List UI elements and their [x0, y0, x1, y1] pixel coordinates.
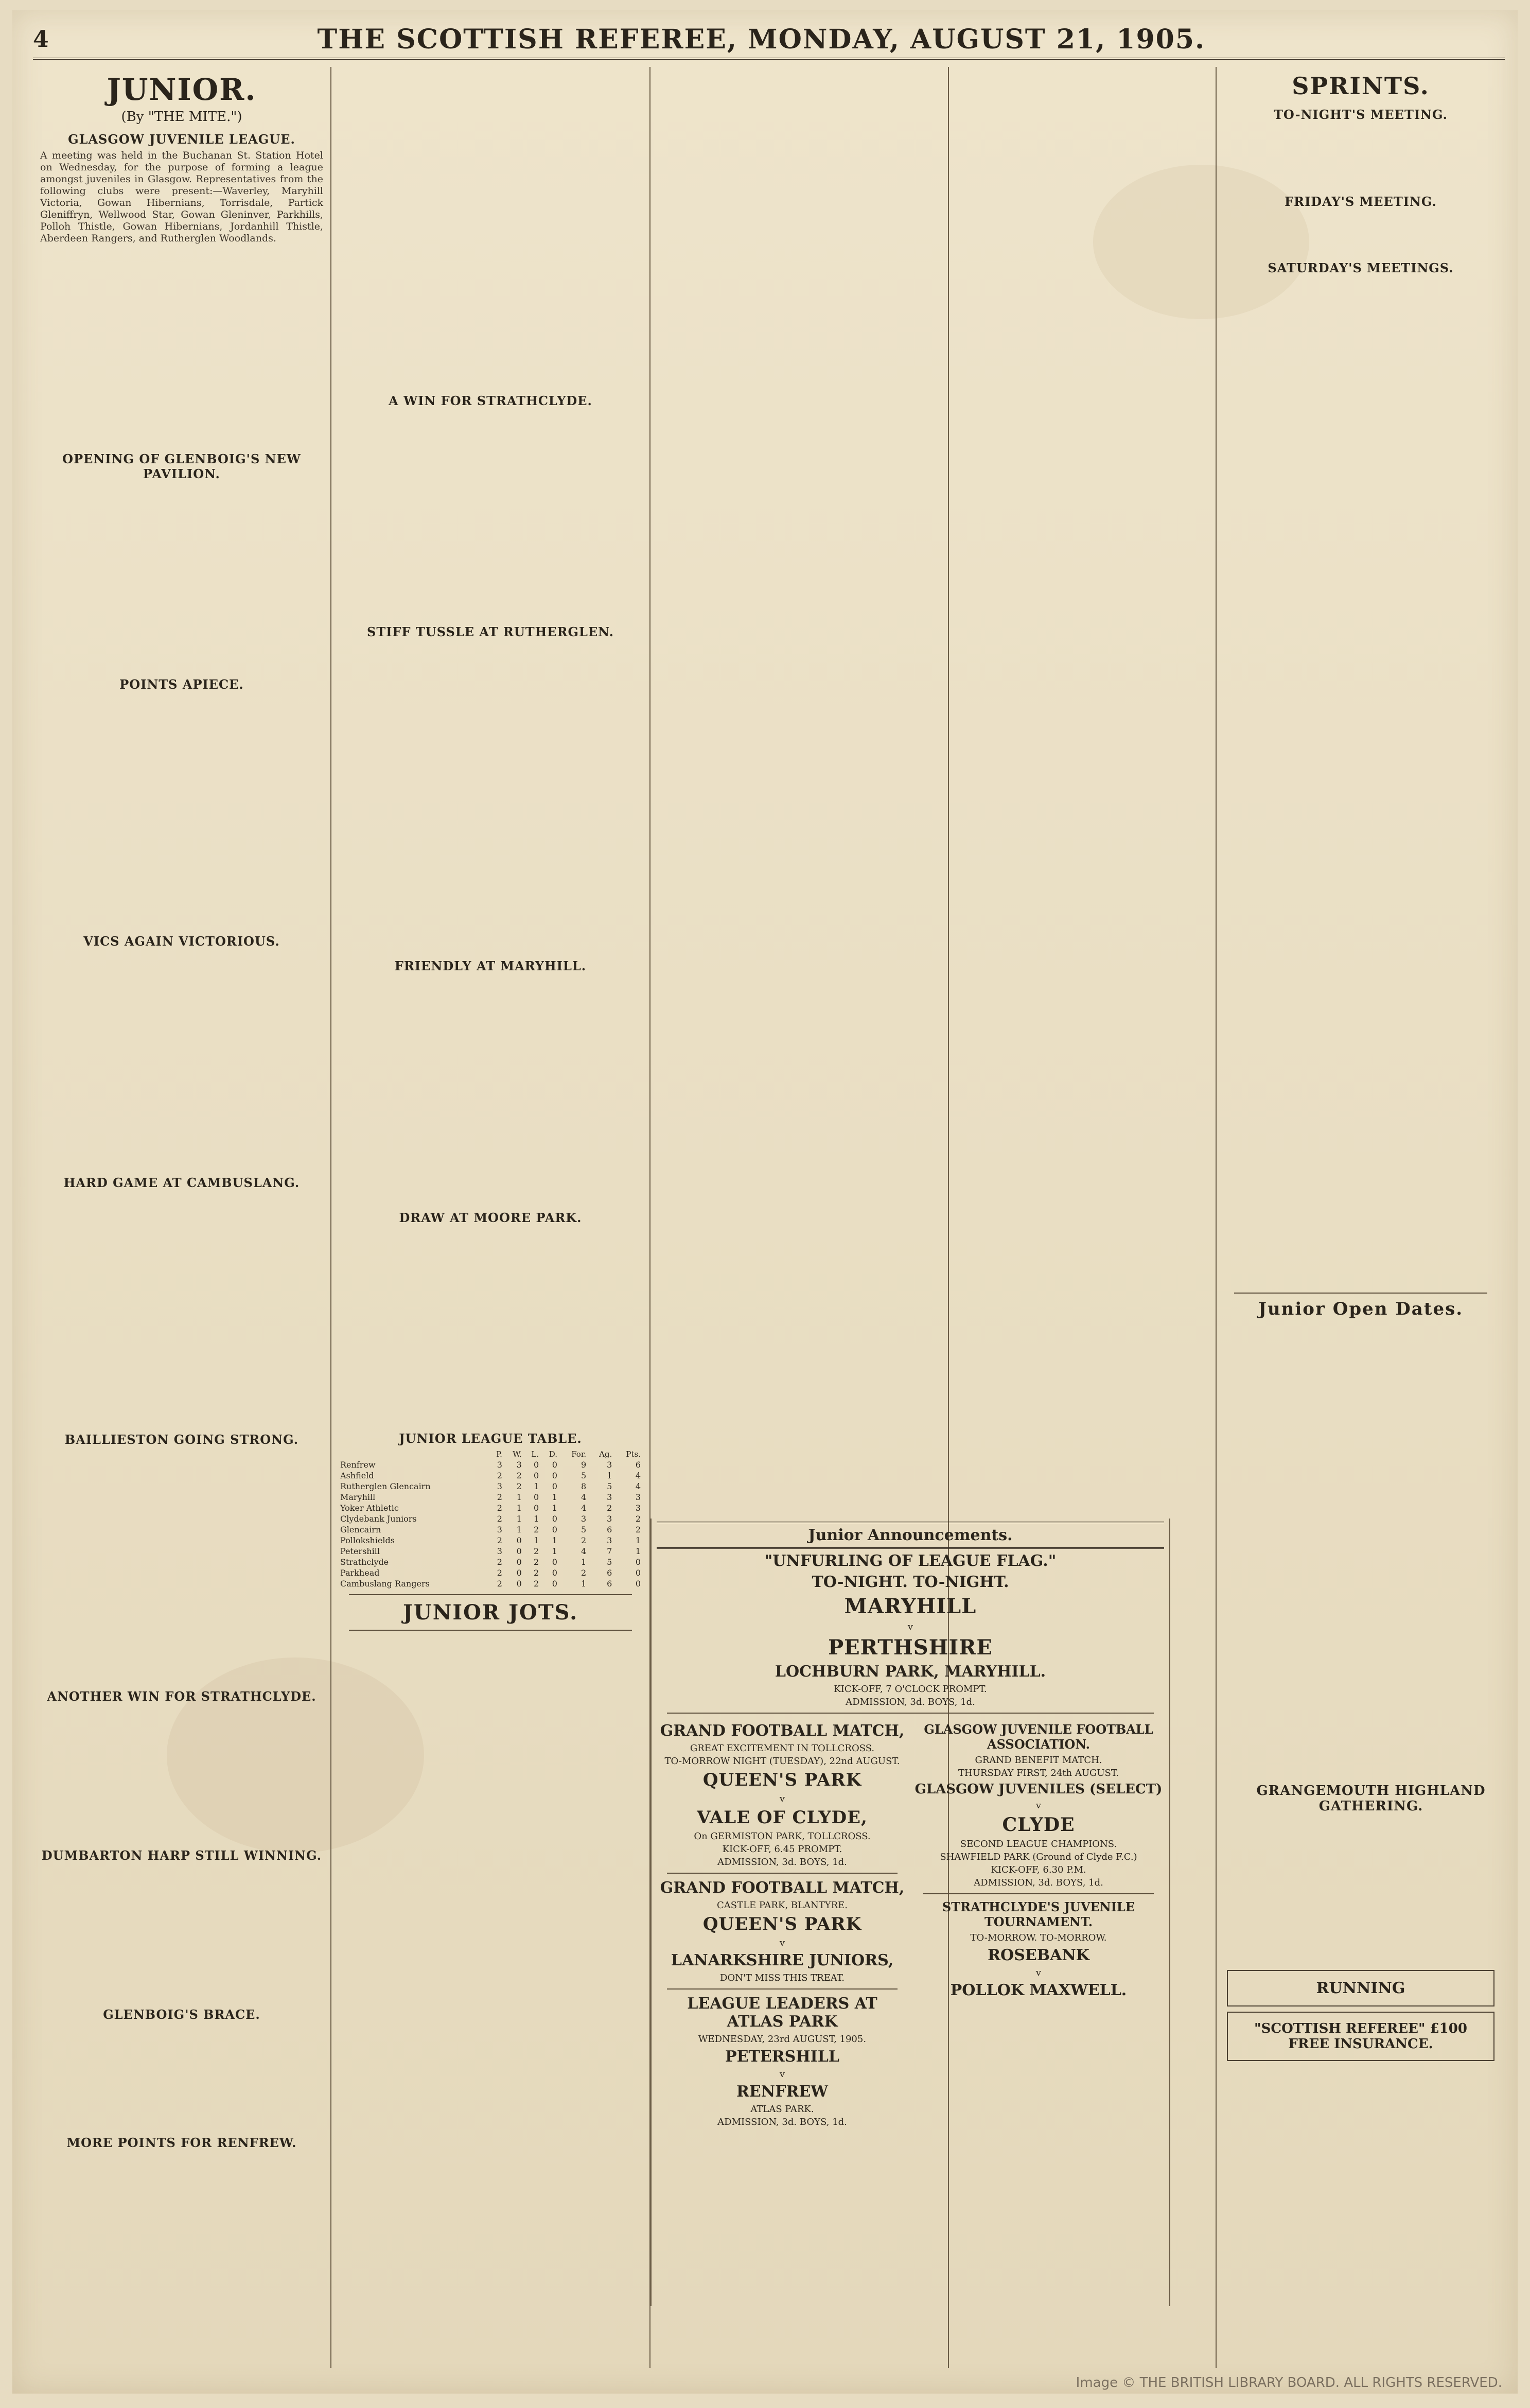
section-title: JUNIOR JOTS.: [402, 1600, 578, 1625]
table-cell: 1: [516, 1503, 522, 1513]
table-cell: 0: [533, 1460, 539, 1470]
table-cell: 3: [497, 1481, 502, 1491]
table-header: W.: [513, 1450, 522, 1459]
table-cell: Pollokshields: [340, 1535, 395, 1545]
article-body: A meeting was held in the Buchanan St. Station Hotel on Wednesday, for the purpose of forming a league amongst juveniles in Glasgow. Representatives from the following clubs were present:—Waverley, Maryhill Victoria, Gowan Hibernians, Torrisdale, Partick Gleniffryn, Wellwood Star, Gowan Gleninver, Parkhills, Polloh Thistle, Gowan Hibernians, Jordanhill Thistle, Aberdeen Rangers, and Rutherglen Woodlands.: [40, 150, 323, 244]
table-cell: Yoker Athletic: [340, 1503, 399, 1513]
open-dates-list: [1224, 1321, 1498, 1965]
juvenile-team2: CLYDE: [1002, 1814, 1075, 1836]
table-cell: 6: [635, 1460, 641, 1470]
article-body-block: [40, 1707, 323, 1841]
article-heading: GLASGOW JUVENILE LEAGUE.: [68, 132, 295, 147]
article-heading: FRIENDLY AT MARYHILL.: [394, 958, 587, 973]
table-cell: 2: [497, 1535, 502, 1545]
divider: [923, 1893, 1154, 1894]
league-leaders-when: WEDNESDAY, 23rd AUGUST, 1905.: [698, 2034, 867, 2045]
article-heading: TO-NIGHT'S MEETING.: [1273, 107, 1448, 122]
table-cell: 3: [497, 1546, 502, 1556]
table-cell: 0: [552, 1471, 557, 1480]
venue: LOCHBURN PARK, MARYHILL.: [775, 1663, 1046, 1681]
table-cell: 2: [497, 1492, 502, 1502]
announcements-title: Junior Announcements.: [657, 1522, 1164, 1549]
table-cell: 2: [516, 1471, 522, 1480]
table-cell: 1: [533, 1535, 539, 1545]
article-body-block: [1224, 125, 1498, 187]
table-cell: Cambuslang Rangers: [340, 1579, 430, 1589]
table-cell: 8: [581, 1481, 587, 1491]
table-cell: 0: [533, 1503, 539, 1513]
table-cell: 1: [533, 1481, 539, 1491]
table-cell: 2: [635, 1514, 641, 1524]
table-cell: 0: [516, 1579, 522, 1589]
table-cell: 2: [533, 1525, 539, 1534]
table-cell: 2: [533, 1557, 539, 1567]
divider: [349, 1630, 632, 1631]
table-cell: 2: [497, 1471, 502, 1480]
team-maryhill: MARYHILL: [844, 1594, 977, 1618]
grand-match-when: TO-MORROW NIGHT (TUESDAY), 22nd AUGUST.: [664, 1756, 900, 1767]
grand-match-team1: QUEEN'S PARK: [702, 1770, 862, 1790]
table-cell: 2: [497, 1557, 502, 1567]
table-cell: 0: [516, 1535, 522, 1545]
table-header: Pts.: [626, 1450, 641, 1459]
table-cell: 2: [497, 1579, 502, 1589]
divider: [349, 1594, 632, 1595]
table-cell: 2: [581, 1535, 587, 1545]
byline: (By "THE MITE."): [121, 109, 242, 125]
table-cell: 4: [581, 1503, 587, 1513]
flag-head: "UNFURLING OF LEAGUE FLAG.": [764, 1552, 1057, 1570]
table-header: [339, 1449, 489, 1459]
section-title: JUNIOR.: [107, 72, 257, 107]
strathclyde-team2: POLLOK MAXWELL.: [950, 1981, 1127, 1999]
divider: [667, 1873, 898, 1874]
article-heading: MORE POINTS FOR RENFREW.: [66, 2135, 297, 2150]
table-cell: 0: [635, 1568, 641, 1578]
table-row: [339, 1578, 642, 1589]
table-header: For.: [571, 1450, 587, 1459]
column-five: [1217, 67, 1505, 2368]
grangemouth-block: [1237, 1776, 1505, 1817]
insurance-head: "SCOTTISH REFEREE" £100 FREE INSURANCE.: [1254, 2021, 1467, 2052]
table-row: [339, 1546, 642, 1557]
article-heading: VICS AGAIN VICTORIOUS.: [83, 934, 280, 949]
article-body-block: [40, 484, 323, 670]
table-cell: 9: [581, 1460, 587, 1470]
table-cell: 1: [635, 1535, 641, 1545]
article-heading: GLENBOIG'S BRACE.: [103, 2007, 260, 2022]
article-body-block: [1224, 278, 1498, 1287]
table-cell: 1: [516, 1525, 522, 1534]
dates-title: Junior Open Dates.: [1258, 1299, 1464, 1319]
running-title: RUNNING: [1316, 1979, 1405, 1997]
table-cell: 2: [533, 1579, 539, 1589]
table-cell: 0: [552, 1568, 557, 1578]
newspaper-page: [12, 10, 1518, 2394]
table-header: P.: [496, 1450, 502, 1459]
table-cell: 1: [552, 1535, 557, 1545]
league-table: [339, 1449, 642, 1589]
article-body-block: [40, 1193, 323, 1425]
grand-match-2-team2: LANARKSHIRE JUNIORS,: [671, 1951, 894, 1969]
grand-match-2-sub: CASTLE PARK, BLANTYRE.: [716, 1900, 848, 1911]
table-cell: Ashfield: [340, 1471, 374, 1480]
table-cell: 3: [516, 1460, 522, 1470]
announcement-body-block: [913, 2002, 1164, 2208]
table-cell: 6: [607, 1568, 612, 1578]
article-body-block: [40, 1866, 323, 2000]
table-row: [339, 1557, 642, 1567]
table-cell: 0: [552, 1525, 557, 1534]
table-cell: 3: [607, 1535, 612, 1545]
grand-match-2-head: GRAND FOOTBALL MATCH,: [660, 1879, 905, 1897]
table-cell: 3: [607, 1514, 612, 1524]
table-cell: 0: [516, 1557, 522, 1567]
insurance-ad: [1227, 2012, 1494, 2061]
juvenile-when: THURSDAY FIRST, 24th AUGUST.: [958, 1768, 1119, 1778]
table-cell: 4: [635, 1481, 641, 1491]
article-heading: A WIN FOR STRATHCLYDE.: [389, 393, 592, 408]
table-cell: 2: [516, 1481, 522, 1491]
article-heading: DRAW AT MOORE PARK.: [399, 1210, 582, 1225]
strathclyde-team1: ROSEBANK: [988, 1946, 1089, 1964]
table-cell: 0: [533, 1492, 539, 1502]
table-cell: 3: [635, 1492, 641, 1502]
article-heading: DUMBARTON HARP STILL WINNING.: [41, 1848, 322, 1863]
table-cell: 1: [581, 1579, 587, 1589]
juvenile-team1: GLASGOW JUVENILES (SELECT): [915, 1782, 1163, 1797]
paper-title: THE SCOTTISH REFEREE, MONDAY, AUGUST 21, 1905.: [317, 23, 1206, 55]
league-leaders-head: LEAGUE LEADERS AT ATLAS PARK: [687, 1995, 877, 2031]
table-row: [339, 1535, 642, 1546]
table-cell: 2: [533, 1546, 539, 1556]
table-cell: Petershill: [340, 1546, 380, 1556]
league-leaders-admission: ADMISSION, 3d. BOYS, 1d.: [717, 2117, 847, 2127]
team-perthshire: PERTHSHIRE: [828, 1635, 993, 1660]
table-cell: Maryhill: [340, 1492, 376, 1502]
table-row: [339, 1481, 642, 1492]
divider: [667, 1988, 898, 1990]
page-number: 4: [33, 26, 49, 53]
table-cell: 0: [533, 1471, 539, 1480]
table-cell: 1: [533, 1514, 539, 1524]
table-cell: 2: [497, 1503, 502, 1513]
column-junior: [33, 67, 331, 2368]
article-heading: ANOTHER WIN FOR STRATHCLYDE.: [47, 1689, 316, 1704]
table-cell: 0: [552, 1514, 557, 1524]
table-cell: 3: [635, 1503, 641, 1513]
table-cell: 3: [607, 1492, 612, 1502]
table-cell: 0: [635, 1579, 641, 1589]
table-row: [339, 1492, 642, 1503]
table-cell: 3: [607, 1460, 612, 1470]
table-row: [339, 1459, 642, 1470]
grand-match-2-note: DON'T MISS THIS TREAT.: [720, 1973, 845, 1983]
table-cell: 5: [581, 1471, 587, 1480]
table-cell: 0: [516, 1546, 522, 1556]
announcements-left: GRAND FOOTBALL MATCH, GREAT EXCITEMENT IN TOLLCROSS. TO-MORROW NIGHT (TUESDAY), 22nd AUGUST. QUEEN'S PARK v VALE OF CLYDE, On GERMISTON PARK, TOLLCROSS. KICK-OFF, 6.45 PROMPT. ADMISSION, 3d. BOYS, 1d. GRAND FOOTBALL MATCH, CASTLE PARK, BLANTYRE. QUEEN'S PARK v LANARKSHIRE JUNIORS, DON'T MISS THIS TREAT. LEAGUE LEADERS AT ATLAS PARK WEDNESDAY, 23rd AUGUST, 1905. PETERSHILL v RENFREW ATLAS PARK. ADMISSION, 3d. BOYS, 1d.: [657, 1719, 908, 2208]
table-cell: 2: [581, 1568, 587, 1578]
table-cell: Parkhead: [340, 1568, 380, 1578]
table-header: Ag.: [599, 1450, 612, 1459]
table-cell: Clydebank Juniors: [340, 1514, 417, 1524]
article-body-block: [40, 952, 323, 1168]
copyright-credit: Image © THE BRITISH LIBRARY BOARD. ALL RIGHTS RESERVED.: [1076, 2375, 1502, 2390]
running-ad: [1227, 1970, 1494, 2006]
article-body-block: [339, 976, 642, 1203]
divider: [667, 1713, 1154, 1714]
table-cell: 0: [552, 1557, 557, 1567]
table-cell: 1: [552, 1492, 557, 1502]
table-row: [339, 1470, 642, 1481]
table-cell: 0: [552, 1579, 557, 1589]
table-row: [339, 1503, 642, 1513]
article-body-block: [40, 695, 323, 927]
table-cell: 5: [607, 1557, 612, 1567]
kickoff: KICK-OFF, 7 O'CLOCK PROMPT.: [834, 1684, 987, 1695]
league-leaders-venue: ATLAS PARK.: [750, 2104, 814, 2115]
table-cell: 1: [552, 1503, 557, 1513]
article-body-block: [40, 249, 323, 444]
league-table-title: JUNIOR LEAGUE TABLE.: [399, 1431, 582, 1446]
table-cell: 4: [635, 1471, 641, 1480]
table-cell: 1: [516, 1514, 522, 1524]
article-heading: SATURDAY'S MEETINGS.: [1268, 260, 1454, 275]
strathclyde-when: TO-MORROW. TO-MORROW.: [970, 1932, 1107, 1943]
article-body-block: [956, 67, 1208, 1498]
article-heading: STIFF TUSSLE AT RUTHERGLEN.: [367, 624, 614, 639]
article-body-block: [339, 67, 642, 386]
table-cell: 0: [516, 1568, 522, 1578]
table-row: [339, 1524, 642, 1535]
table-cell: Renfrew: [340, 1460, 376, 1470]
table-cell: 0: [552, 1460, 557, 1470]
league-leaders-team2: RENFREW: [736, 2083, 828, 2101]
table-cell: 2: [533, 1568, 539, 1578]
table-cell: 1: [635, 1546, 641, 1556]
table-cell: 6: [607, 1525, 612, 1534]
tonight: TO-NIGHT. TO-NIGHT.: [812, 1573, 1009, 1591]
grand-match-head: GRAND FOOTBALL MATCH,: [660, 1722, 905, 1740]
juvenile-venue: SHAWFIELD PARK (Ground of Clyde F.C.): [940, 1852, 1137, 1862]
table-cell: 4: [581, 1492, 587, 1502]
table-cell: 3: [581, 1514, 587, 1524]
juvenile-kickoff: KICK-OFF, 6.30 P.M.: [991, 1864, 1086, 1875]
juvenile-sub: GRAND BENEFIT MATCH.: [975, 1755, 1102, 1766]
table-cell: 2: [607, 1503, 612, 1513]
masthead: [33, 21, 1505, 60]
article-heading: FRIDAY'S MEETING.: [1285, 194, 1437, 209]
article-body-block: [658, 67, 941, 1498]
grand-match-admission: ADMISSION, 3d. BOYS, 1d.: [717, 1857, 847, 1868]
table-cell: Rutherglen Glencairn: [340, 1481, 431, 1491]
article-heading: HARD GAME AT CAMBUSLANG.: [63, 1175, 300, 1190]
table-cell: 4: [581, 1546, 587, 1556]
announcements-grid: [657, 1719, 1164, 2208]
column-two: [331, 67, 650, 2368]
table-row: [339, 1513, 642, 1524]
gathering-title: GRANGEMOUTH HIGHLAND GATHERING.: [1256, 1783, 1486, 1814]
announcements-block: Junior Announcements. "UNFURLING OF LEAGUE FLAG." TO-NIGHT. TO-NIGHT. MARYHILL v PERTHSHIRE LOCHBURN PARK, MARYHILL. KICK-OFF, 7 O'CLOCK PROMPT. ADMISSION, 3d. BOYS, 1d. GRAND FOOTBALL MATCH, GREAT EXCITEMENT IN TOLLCROSS. TO-MORROW NIGHT (TUESDAY), 22nd AUGUST. QUEEN'S PARK v VALE OF CLYDE, On GERMISTON PARK, TOLLCROSS. KICK-OFF, 6.45 PROMPT. ADMISSION, 3d. BOYS, 1d. GRAND FOOTBALL MATCH, CASTLE PARK, BLANTYRE. QUEEN'S PARK v LANARKSHIRE JUNIORS, DON'T MISS THIS TREAT. LEAGUE LEADERS AT ATLAS PARK WEDNESDAY, 23rd AUGUST, 1905. PETERSHILL v RENFREW ATLAS PARK. ADMISSION, 3d. BOYS, 1d. GLASGOW JUVENILE FOOTBALL ASSOCIATION. GRAND BENEFIT MATCH. THURSDAY FIRST, 24th AUGUST. GLASGOW JUVENILES (SELECT) v CLYDE SECOND LEAGUE CHAMPIONS. SHAWFIELD PARK (Ground of Clyde F.C.) KICK-OFF, 6.30 P.M. ADMISSION, 3d. BOYS, 1d. STRATHCLYDE'S JUVENILE TOURNAMENT. TO-MORROW. TO-MORROW. ROSEBANK v POLLOK MAXWELL.: [650, 1519, 1170, 2306]
article-body-block: [339, 411, 642, 617]
juvenile-head: GLASGOW JUVENILE FOOTBALL ASSOCIATION.: [924, 1722, 1153, 1752]
juvenile-admission: ADMISSION, 3d. BOYS, 1d.: [974, 1877, 1103, 1888]
grand-match-2-team1: QUEEN'S PARK: [702, 1914, 862, 1934]
strathclyde-head: STRATHCLYDE'S JUVENILE TOURNAMENT.: [942, 1899, 1135, 1929]
league-leaders-team1: PETERSHILL: [725, 2048, 839, 2066]
juvenile-sub2: SECOND LEAGUE CHAMPIONS.: [960, 1839, 1117, 1849]
table-cell: 2: [497, 1568, 502, 1578]
article-body-block: [339, 642, 642, 951]
divider: [1234, 1293, 1487, 1294]
table-cell: 2: [497, 1514, 502, 1524]
table-cell: 1: [581, 1557, 587, 1567]
table-cell: 1: [552, 1546, 557, 1556]
article-heading: BAILLIESTON GOING STRONG.: [64, 1432, 299, 1447]
article-body-block: [40, 1450, 323, 1682]
grand-match-team2: VALE OF CLYDE,: [697, 1807, 868, 1828]
table-cell: 6: [607, 1579, 612, 1589]
announcements-right: GLASGOW JUVENILE FOOTBALL ASSOCIATION. GRAND BENEFIT MATCH. THURSDAY FIRST, 24th AUGUST. GLASGOW JUVENILES (SELECT) v CLYDE SECOND LEAGUE CHAMPIONS. SHAWFIELD PARK (Ground of Clyde F.C.) KICK-OFF, 6.30 P.M. ADMISSION, 3d. BOYS, 1d. STRATHCLYDE'S JUVENILE TOURNAMENT. TO-MORROW. TO-MORROW. ROSEBANK v POLLOK MAXWELL.: [913, 1719, 1164, 2208]
table-cell: 0: [635, 1557, 641, 1567]
grand-match-venue: On GERMISTON PARK, TOLLCROSS.: [694, 1831, 871, 1842]
article-body-block: [40, 2025, 323, 2128]
table-header: L.: [531, 1450, 539, 1459]
grand-match-kickoff: KICK-OFF, 6.45 PROMPT.: [722, 1844, 842, 1855]
table-cell: 1: [607, 1471, 612, 1480]
table-cell: Glencairn: [340, 1525, 381, 1534]
admission: ADMISSION, 3d. BOYS, 1d.: [846, 1697, 975, 1707]
article-body-block: [1224, 212, 1498, 253]
grand-match-sub: GREAT EXCITEMENT IN TOLLCROSS.: [690, 1743, 875, 1754]
table-cell: 0: [552, 1481, 557, 1491]
article-heading: POINTS APIECE.: [119, 677, 244, 692]
section-title: SPRINTS.: [1292, 72, 1430, 100]
table-cell: 1: [516, 1492, 522, 1502]
table-cell: Strathclyde: [340, 1557, 389, 1567]
table-header: D.: [549, 1450, 557, 1459]
article-heading: OPENING OF GLENBOIG'S NEW PAVILION.: [62, 451, 301, 481]
table-cell: 3: [497, 1460, 502, 1470]
table-cell: 2: [635, 1525, 641, 1534]
article-body-block: [339, 1228, 642, 1424]
table-cell: 7: [607, 1546, 612, 1556]
table-row: [339, 1567, 642, 1578]
table-cell: 5: [581, 1525, 587, 1534]
table-cell: 5: [607, 1481, 612, 1491]
table-cell: 3: [497, 1525, 502, 1534]
